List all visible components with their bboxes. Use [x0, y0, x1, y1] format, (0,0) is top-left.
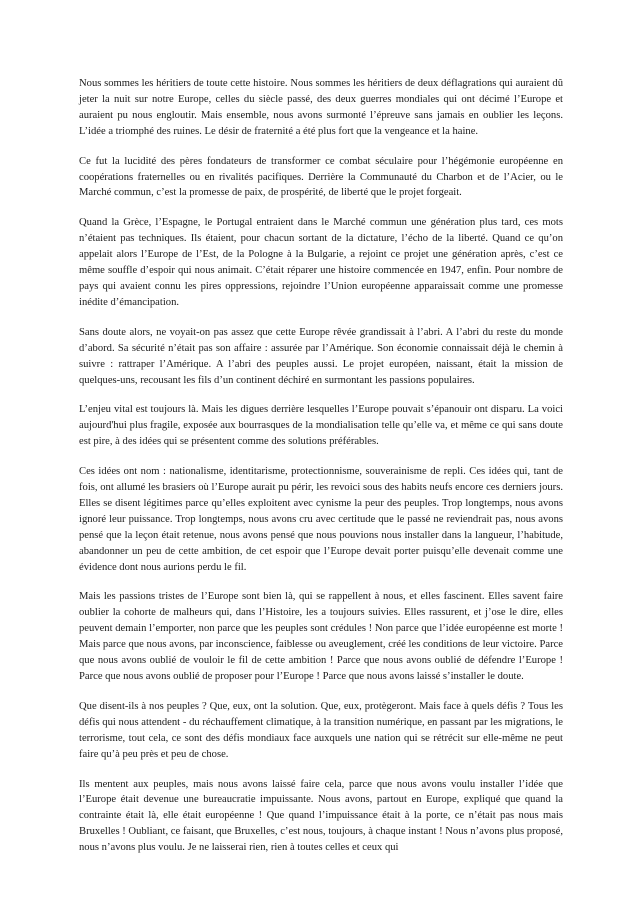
paragraph-4: Sans doute alors, ne voyait-on pas assez que cette Europe rêvée grandissait à l’abri. A l’abri du reste du monde d’abord. Sa sécurité n’était pas son affaire : assurée par l’Amérique. Son économie connaissait déjà le chemin à suivre : rattraper l’Amérique. A l’abri des peuples aussi. Le projet européen, naissant, était la mission de quelques-uns, recousant les fils d’un continent déchiré en surmontant les passions populaires. — [79, 326, 563, 386]
paragraph-2: Ce fut la lucidité des pères fondateurs de transformer ce combat séculaire pour l’hégémonie européenne en coopérations fraternelles ou en rivalités pacifiques. Derrière la Communauté du Charbon et de l’Acier, ou le Marché commun, c’est la promesse de paix, de prospérité, de liberté que le projet forgeait. — [79, 155, 563, 199]
paragraph-6: Ces idées ont nom : nationalisme, identitarisme, protectionnisme, souverainisme de repli. Ces idées qui, tant de fois, ont allumé les brasiers où l’Europe aurait pu périr, les revoici sous des habits neufs encore ces derniers jours. Elles se disent légitimes parce qu’elles exploitent avec cynisme la peur des peuples. Trop longtemps, nous avons ignoré leur puissance. Trop longtemps, nous avons cru avec certitude que le passé ne reviendrait pas, nous avons pensé que la leçon était retenue, nous avons pensé que nous pouvions nous installer dans la langueur, l’habitude, abandonner un peu de cette ambition, de cet espoir que l’Europe devait porter puisqu’elle devenait comme une évidence dont nous aurions perdu le fil. — [79, 466, 563, 573]
document-page — [79, 76, 563, 870]
paragraph-1: Nous sommes les héritiers de toute cette histoire. Nous sommes les héritiers de deux déflagrations qui auraient dû jeter la nuit sur notre Europe, celles du siècle passé, des deux guerres mondiales qui ont décimé l’Europe et auraient pu nous engloutir. Mais ensemble, nous avons surmonté l’épreuve sans jamais en oublier les leçons. L’idée a triomphé des ruines. Le désir de fraternité a été plus fort que la vengeance et la haine. — [79, 78, 563, 137]
paragraph-8: Que disent-ils à nos peuples ? Que, eux, ont la solution. Que, eux, protègeront. Mais face à quels défis ? Tous les défis qui nous attendent - du réchauffement climatique, à la transition numérique, en passant par les migrations, le terrorisme, tout cela, ce sont des défis mondiaux face auxquels une nation qui se rétrécit sur elle-même ne peut faire qu’à peu près et peu de chose. — [79, 700, 563, 760]
paragraph-5: L’enjeu vital est toujours là. Mais les digues derrière lesquelles l’Europe pouvait s’épanouir ont disparu. La voici aujourd'hui plus fragile, exposée aux bourrasques de la mondialisation telle qu’elle va, et même ce qui sans doute est pire, à des idées qui se présentent comme des solutions préférables. — [79, 404, 563, 448]
paragraph-9: Ils mentent aux peuples, mais nous avons laissé faire cela, parce que nous avons voulu installer l’idée que l’Europe était devenue une bureaucratie impuissante. Nous avons, partout en Europe, expliqué que quand la contrainte était là, elle était européenne ! Que quand l’impuissance était à la porte, ce n’était pas nous mais Bruxelles ! Oubliant, ce faisant, que Bruxelles, c’est nous, toujours, à chaque instant ! Nous n’avons plus proposé, nous n’avons plus voulu. Je ne laisserai rien, rien à toutes celles et ceux qui — [79, 778, 563, 854]
paragraph-7: Mais les passions tristes de l’Europe sont bien là, qui se rappellent à nous, et elles fascinent. Elles savent faire oublier la cohorte de malheurs qui, dans l’Histoire, les a toujours suivies. Elles rassurent, et j’ose le dire, elles peuvent demain l’emporter, non parce que les peuples sont crédules ! Non parce que l’idée européenne est morte ! Mais parce que nous avons, par inconscience, faiblesse ou aveuglement, créé les conditions de leur victoire. Parce que nous avons oublié de vouloir le fil de cette ambition ! Parce que nous avons oublié de défendre l’Europe ! Parce que nous avons oublié de proposer pour l’Europe ! Parce que nous avons laissé s’installer le doute. — [79, 591, 563, 682]
paragraph-3: Quand la Grèce, l’Espagne, le Portugal entraient dans le Marché commun une génération plus tard, ces mots n’étaient pas techniques. Ils étaient, pour chacun sortant de la dictature, l’écho de la liberté. Quand ce qu’on appelait alors l’Europe de l’Est, de la Pologne à la Bulgarie, a rejoint ce projet une génération après, c’est ce même souffle d’espoir qui nous animait. C’était réparer une histoire commencée en 1947, enfin. Pour nombre de pays qui avaient connu les pires oppressions, rejoindre l’Union européenne apparaissait comme une promesse inédite d’émancipation. — [79, 217, 563, 308]
